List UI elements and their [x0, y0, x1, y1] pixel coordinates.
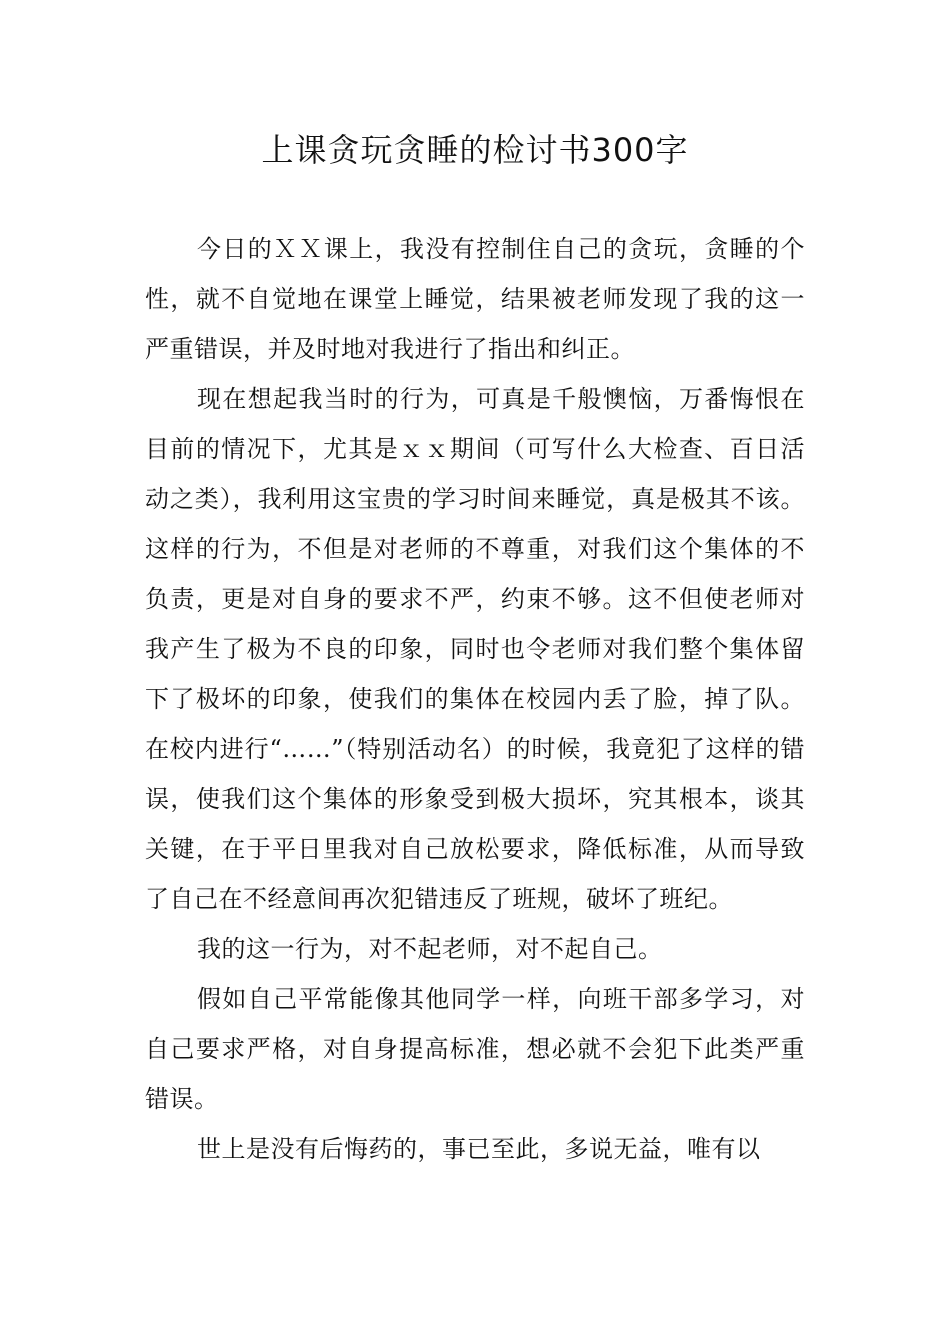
document-body [145, 224, 805, 1174]
paragraph-2: 现在想起我当时的行为，可真是千般懊恼，万番悔恨在目前的情况下，尤其是ｘｘ期间（可写什么大检查、百日活动之类），我利用这宝贵的学习时间来睡觉，真是极其不该。这样的行为，不但是对老师的不尊重，对我们这个集体的不负责，更是对自身的要求不严，约束不够。这不但使老师对我产生了极为不良的印象，同时也令老师对我们整个集体留下了极坏的印象，使我们的集体在校园内丢了脸，掉了队。在校内进行“……”（特别活动名）的时候，我竟犯了这样的错误，使我们这个集体的形象受到极大损坏，究其根本，谈其关键，在于平日里我对自己放松要求，降低标准，从而导致了自己在不经意间再次犯错违反了班规，破坏了班纪。 [145, 385, 805, 913]
paragraph-5: 世上是没有后悔药的，事已至此，多说无益，唯有以 [197, 1135, 761, 1163]
paragraph-4: 假如自己平常能像其他同学一样，向班干部多学习，对自己要求严格，对自身提高标准，想必就不会犯下此类严重错误。 [145, 985, 805, 1113]
paragraph-3: 我的这一行为，对不起老师，对不起自己。 [197, 935, 663, 963]
document-title: 上课贪玩贪睡的检讨书300字 [261, 131, 689, 169]
paragraph-1: 今日的ＸＸ课上，我没有控制住自己的贪玩，贪睡的个性，就不自觉地在课堂上睡觉，结果被老师发现了我的这一严重错误，并及时地对我进行了指出和纠正。 [145, 235, 805, 363]
